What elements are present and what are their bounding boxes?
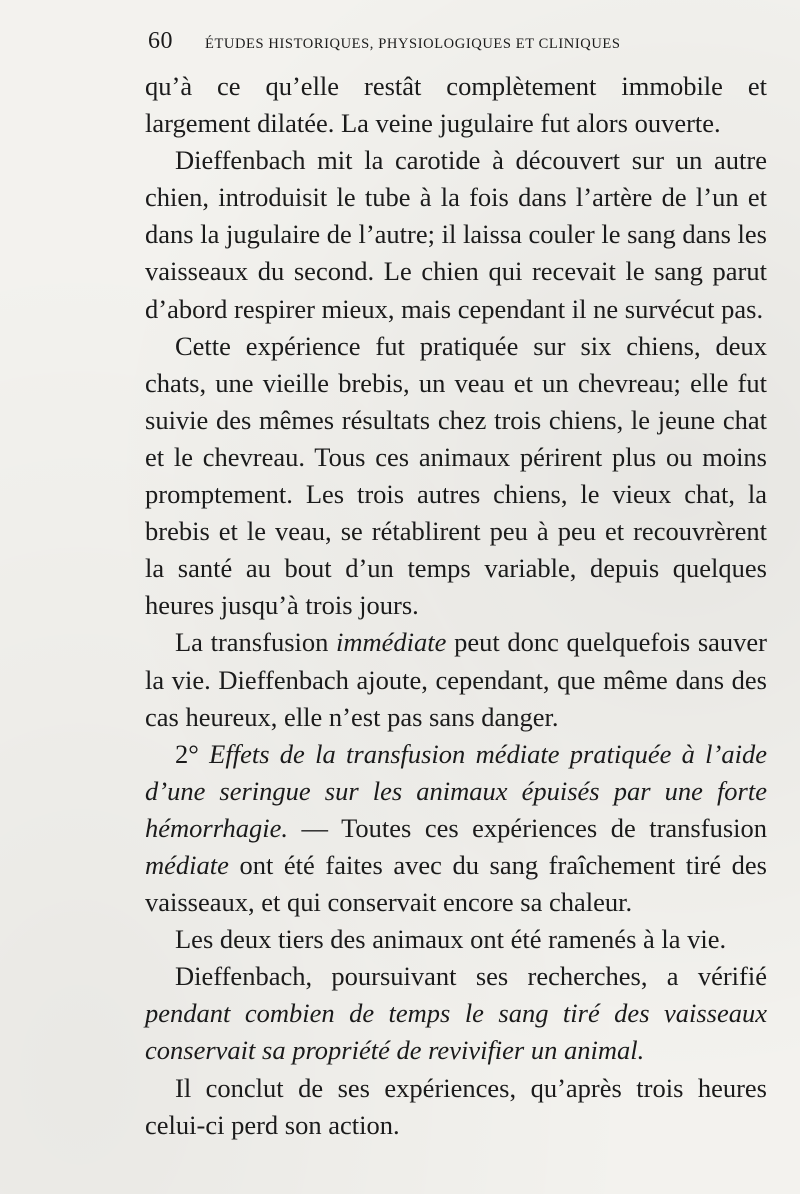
paragraph-1: qu’à ce qu’elle restât complètement immobile et largement dilatée. La veine jugulaire fut alors ouverte. — [145, 71, 767, 139]
paragraph-2: Dieffenbach mit la carotide à découvert sur un autre chien, introduisit le tube à la fois dans l’artère de l’un et dans la jugulaire de l’autre; il laissa couler le sang dans les vaisseaux du second. Le chien qui recevait le sang parut d’abord respirer mieux, mais cependant il ne survécut pas. — [145, 145, 767, 324]
paragraph-7-italic: pendant combien de temps le sang tiré des vaisseaux conservait sa propriété de revivifier un animal. — [145, 998, 767, 1066]
paragraph-4-italic: immédiate — [336, 627, 447, 658]
body-text — [145, 68, 767, 1144]
paragraph-8: Il conclut de ses expériences, qu’après trois heures celui-ci perd son action. — [145, 1072, 767, 1140]
section-heading-italic: Effets de la transfusion médiate pratiquée à l’aide d’une seringue sur les animaux épuisés par une forte hémorrhagie. — [145, 738, 767, 843]
paragraph-5-text-b: ont été faites avec du sang fraîchement tiré des vaisseaux, et qui conservait encore sa chaleur. — [145, 849, 767, 918]
running-title: ÉTUDES HISTORIQUES, PHYSIOLOGIQUES ET CLINIQUES — [205, 36, 621, 52]
paragraph-4-text-b: peut donc quelquefois sauver la vie. Dieffenbach ajoute, cependant, que même dans des cas heureux, elle n’est pas sans danger. — [145, 627, 767, 732]
page-number: 60 — [148, 28, 173, 54]
paragraph-5-text-a: — Toutes ces expériences de transfusion — [288, 812, 767, 843]
running-head — [148, 28, 708, 60]
paragraph-3: Cette expérience fut pratiquée sur six chiens, deux chats, une vieille brebis, un veau et un chevreau; elle fut suivie des mêmes résultats chez trois chiens, le jeune chat et le chevreau. Tous ces animaux périrent plus ou moins promptement. Les trois autres chiens, le vieux chat, la brebis et le veau, se rétablirent peu à peu et recouvrèrent la santé au bout d’un temps variable, depuis quelques heures jusqu’à trois jours. — [145, 330, 767, 621]
paragraph-7 — [145, 958, 767, 1069]
paragraph-7-text-a: Dieffenbach, poursuivant ses recherches, a vérifié — [175, 961, 767, 992]
paragraph-6: Les deux tiers des animaux ont été ramenés à la vie. — [175, 924, 727, 955]
paragraph-5-italic: médiate — [145, 849, 229, 880]
section-number: 2° — [175, 738, 210, 769]
paragraph-4-text-a: La transfusion — [175, 627, 337, 658]
paragraph-4 — [145, 624, 767, 735]
paragraph-5 — [145, 736, 767, 921]
